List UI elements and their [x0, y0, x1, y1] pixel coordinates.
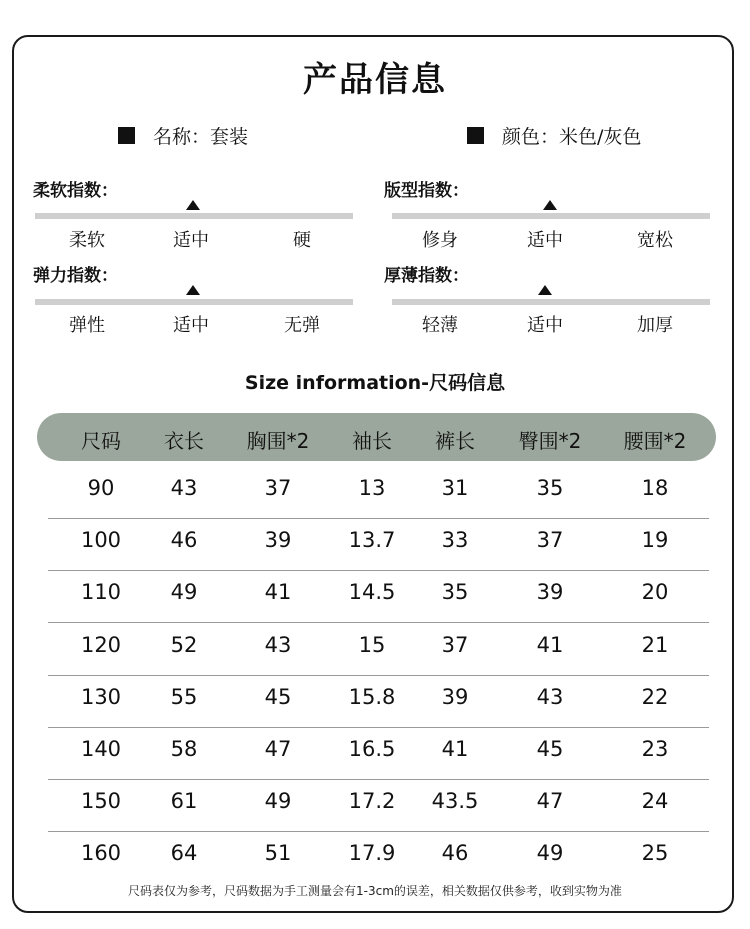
table-cell: 120 [80, 633, 122, 657]
elasticity-scale-bar [35, 299, 353, 305]
softness-index-label: 柔软指数： [33, 181, 118, 201]
table-cell: 51 [264, 841, 292, 865]
bullet-square-icon [118, 127, 135, 144]
elasticity-scale-high: 无弹 [284, 315, 320, 336]
elasticity-scale-low: 弹性 [69, 315, 105, 336]
column-header: 尺码 [81, 429, 121, 453]
table-cell: 20 [641, 580, 669, 604]
fit-level-marker-icon [543, 200, 557, 210]
table-cell: 35 [536, 476, 564, 500]
row-divider [48, 675, 709, 676]
elasticity-index-label: 弹力指数： [33, 266, 118, 286]
column-header: 袖长 [352, 429, 392, 453]
thickness-level-marker-icon [538, 285, 552, 295]
thickness-scale-bar [392, 299, 710, 305]
table-cell: 100 [80, 528, 122, 552]
table-cell: 39 [441, 685, 469, 709]
table-cell: 140 [80, 737, 122, 761]
column-header: 腰围*2 [623, 429, 687, 453]
softness-scale-mid: 适中 [173, 230, 209, 251]
table-cell: 17.2 [348, 789, 396, 813]
table-cell: 39 [264, 528, 292, 552]
table-cell: 49 [170, 580, 198, 604]
softness-scale-bar [35, 213, 353, 219]
table-cell: 130 [80, 685, 122, 709]
table-cell: 18 [641, 476, 669, 500]
thickness-scale-mid: 适中 [527, 315, 563, 336]
softness-scale-high: 硬 [293, 230, 311, 251]
table-cell: 21 [641, 633, 669, 657]
row-divider [48, 779, 709, 780]
product-info-card [12, 35, 734, 913]
table-cell: 46 [441, 841, 469, 865]
row-divider [48, 570, 709, 571]
table-cell: 49 [536, 841, 564, 865]
elasticity-scale-mid: 适中 [173, 315, 209, 336]
row-divider [48, 727, 709, 728]
table-cell: 13 [358, 476, 386, 500]
thickness-index-label: 厚薄指数： [384, 266, 469, 286]
row-divider [48, 518, 709, 519]
table-cell: 64 [170, 841, 198, 865]
table-cell: 23 [641, 737, 669, 761]
table-cell: 49 [264, 789, 292, 813]
table-cell: 33 [441, 528, 469, 552]
color-label: 颜色：米色/灰色 [502, 126, 642, 148]
table-cell: 61 [170, 789, 198, 813]
color-info [467, 122, 641, 149]
table-cell: 47 [536, 789, 564, 813]
table-cell: 37 [264, 476, 292, 500]
thickness-scale-high: 加厚 [637, 315, 673, 336]
table-cell: 43 [264, 633, 292, 657]
table-cell: 25 [641, 841, 669, 865]
table-cell: 15.8 [348, 685, 396, 709]
table-cell: 39 [536, 580, 564, 604]
elasticity-level-marker-icon [186, 285, 200, 295]
table-cell: 41 [264, 580, 292, 604]
table-cell: 52 [170, 633, 198, 657]
size-section-title: Size information-尺码信息 [244, 372, 506, 394]
table-cell: 15 [358, 633, 386, 657]
thickness-scale-low: 轻薄 [422, 315, 458, 336]
column-header: 胸围*2 [246, 429, 310, 453]
table-cell: 43 [536, 685, 564, 709]
table-cell: 35 [441, 580, 469, 604]
table-cell: 58 [170, 737, 198, 761]
table-cell: 41 [441, 737, 469, 761]
table-cell: 31 [441, 476, 469, 500]
table-cell: 19 [641, 528, 669, 552]
row-divider [48, 622, 709, 623]
table-cell: 150 [80, 789, 122, 813]
table-cell: 43 [170, 476, 198, 500]
name-info [118, 122, 248, 149]
bullet-square-icon [467, 127, 484, 144]
table-cell: 41 [536, 633, 564, 657]
table-cell: 14.5 [348, 580, 396, 604]
table-cell: 45 [536, 737, 564, 761]
table-cell: 37 [536, 528, 564, 552]
table-cell: 37 [441, 633, 469, 657]
table-cell: 22 [641, 685, 669, 709]
measurement-note: 尺码表仅为参考，尺码数据为手工测量会有1-3cm的误差，相关数据仅供参考，收到实物为准 [128, 884, 622, 898]
column-header: 衣长 [164, 429, 204, 453]
table-cell: 45 [264, 685, 292, 709]
row-divider [48, 831, 709, 832]
fit-scale-low: 修身 [422, 230, 458, 251]
table-cell: 160 [80, 841, 122, 865]
fit-scale-high: 宽松 [637, 230, 673, 251]
table-cell: 13.7 [348, 528, 396, 552]
table-cell: 16.5 [348, 737, 396, 761]
column-header: 裤长 [435, 429, 475, 453]
table-cell: 47 [264, 737, 292, 761]
table-cell: 24 [641, 789, 669, 813]
table-cell: 17.9 [348, 841, 396, 865]
fit-scale-bar [392, 213, 710, 219]
table-cell: 110 [80, 580, 122, 604]
table-cell: 55 [170, 685, 198, 709]
fit-index-label: 版型指数： [384, 181, 469, 201]
table-cell: 46 [170, 528, 198, 552]
softness-level-marker-icon [186, 200, 200, 210]
page-title: 产品信息 [303, 60, 447, 100]
name-label: 名称：套装 [153, 126, 249, 148]
column-header: 臀围*2 [518, 429, 582, 453]
softness-scale-low: 柔软 [69, 230, 105, 251]
fit-scale-mid: 适中 [527, 230, 563, 251]
table-cell: 43.5 [431, 789, 479, 813]
table-cell: 90 [87, 476, 115, 500]
